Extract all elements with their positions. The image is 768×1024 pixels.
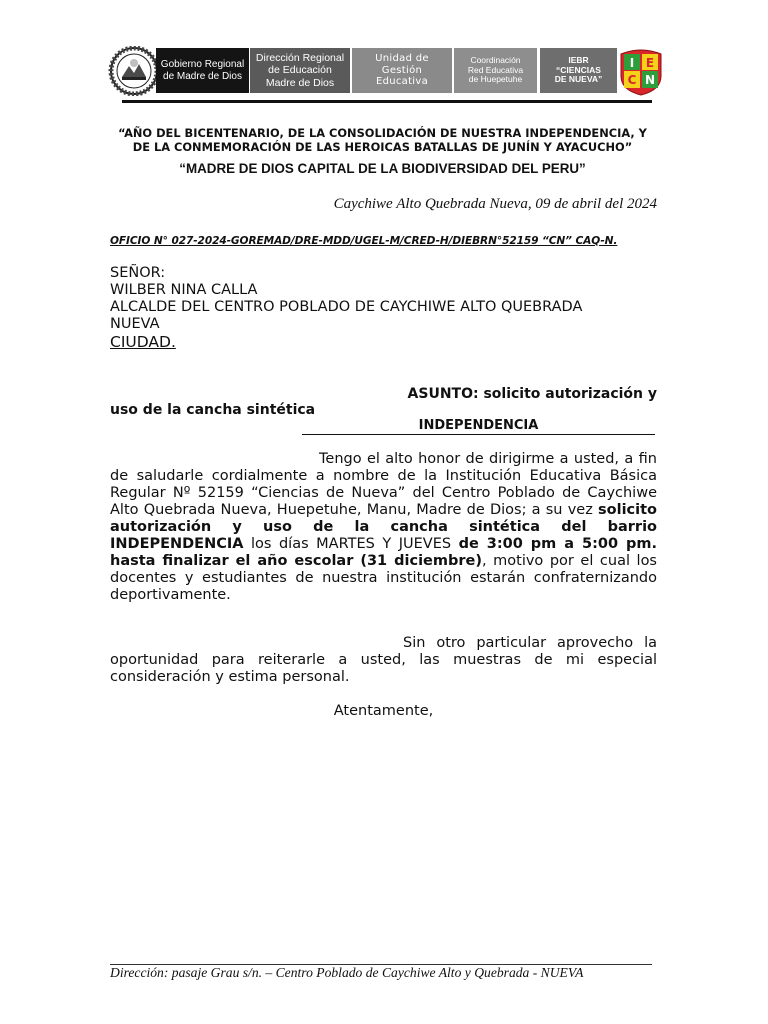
header-box-iebr — [540, 48, 617, 93]
body-paragraph-closing: Sin otro particular aprovecho la oportunidad para reiterarle a usted, las muestras de mi especial consideración y estima personal. — [110, 635, 657, 685]
school-shield-logo — [618, 48, 664, 96]
body-text: los días MARTES Y JUEVES — [243, 536, 459, 552]
header-text: de Educación — [268, 64, 332, 77]
year-motto-line: “AÑO DEL BICENTENARIO, DE LA CONSOLIDACIÓN DE NUESTRA INDEPENDENCIA, Y — [118, 126, 647, 140]
closing-salutation: Atentamente, — [333, 703, 434, 719]
svg-text:N: N — [644, 73, 656, 87]
recipient-name: WILBER NINA CALLA — [110, 282, 258, 298]
header-text: Gobierno Regional — [160, 59, 245, 70]
place-date: Caychiwe Alto Quebrada Nueva, 09 de abril del 2024 — [333, 196, 657, 212]
body-text-bold: solicito autorización y uso de la cancha sintética del barrio INDEPENDENCIA — [110, 502, 657, 552]
subject-line: ASUNTO: solicito autorización y — [407, 386, 657, 402]
city-line: CIUDAD. — [110, 333, 176, 351]
subject-line-cont: uso de la cancha sintética — [110, 402, 316, 418]
header-box-direccion-regional — [250, 48, 350, 93]
svg-text:I: I — [629, 56, 635, 70]
header-box-ugel — [352, 48, 452, 93]
header-text: de Huepetuhe — [468, 74, 523, 85]
header-text: Educativa — [375, 76, 429, 88]
header-box-gobierno-regional — [156, 48, 249, 93]
header-text: Gestión — [381, 64, 423, 76]
footer-address: Dirección: pasaje Grau s/n. – Centro Poblado de Caychiwe Alto y Quebrada - NUEVA — [110, 965, 584, 980]
regional-government-seal-logo — [108, 46, 160, 96]
header-text: IEBR — [568, 54, 589, 65]
body-text-bold: de 3:00 pm a 5:00 pm. hasta finalizar el año escolar (31 diciembre) — [110, 536, 657, 569]
header-text: Unidad de — [375, 53, 429, 65]
header-text: DE NUEVA” — [554, 74, 603, 85]
header-text: Madre de Dios — [265, 76, 335, 89]
header-text: Dirección Regional — [255, 52, 345, 65]
header-divider — [122, 100, 652, 103]
regional-motto: “MADRE DE DIOS CAPITAL DE LA BIODIVERSIDAD DEL PERU” — [179, 161, 586, 176]
header-text: “CIENCIAS — [556, 64, 601, 75]
subject-location: INDEPENDENCIA — [302, 418, 655, 435]
header-text: Coordinación — [470, 54, 521, 65]
body-text: Tengo el alto honor de dirigirme a usted, a fin de saludarle cordialmente a nombre de la Institución Educativa Básica Regular Nº 52159 “Ciencias de Nueva” del Centro Poblado de Caychiwe Alto Quebrada Nueva, Huepetuhe, Manu, Madre de Dios; a su vez — [110, 451, 657, 518]
header-text: de Madre de Dios — [163, 70, 242, 82]
header-text: Red Educativa — [467, 64, 524, 75]
year-motto-line: DE LA CONMEMORACIÓN DE LAS HEROICAS BATALLAS DE JUNÍN Y AYACUCHO” — [132, 140, 633, 154]
salutation: SEÑOR: — [110, 265, 166, 281]
header-box-coordinacion-red — [454, 48, 537, 93]
recipient-title: ALCALDE DEL CENTRO POBLADO DE CAYCHIWE ALTO QUEBRADA — [110, 299, 583, 315]
body-text: , motivo por el cual los docentes y estudiantes de nuestra institución estarán confraternizando deportivamente. — [110, 553, 657, 603]
svg-text:E: E — [645, 56, 655, 70]
year-motto — [110, 126, 655, 154]
recipient-title-cont: NUEVA — [110, 316, 160, 332]
body-paragraph-request — [110, 451, 657, 604]
oficio-number: OFICIO N° 027-2024-GOREMAD/DRE-MDD/UGEL-M/CRED-H/DIEBRN°52159 “CN” CAQ-N. — [110, 235, 618, 247]
svg-text:C: C — [627, 73, 637, 87]
